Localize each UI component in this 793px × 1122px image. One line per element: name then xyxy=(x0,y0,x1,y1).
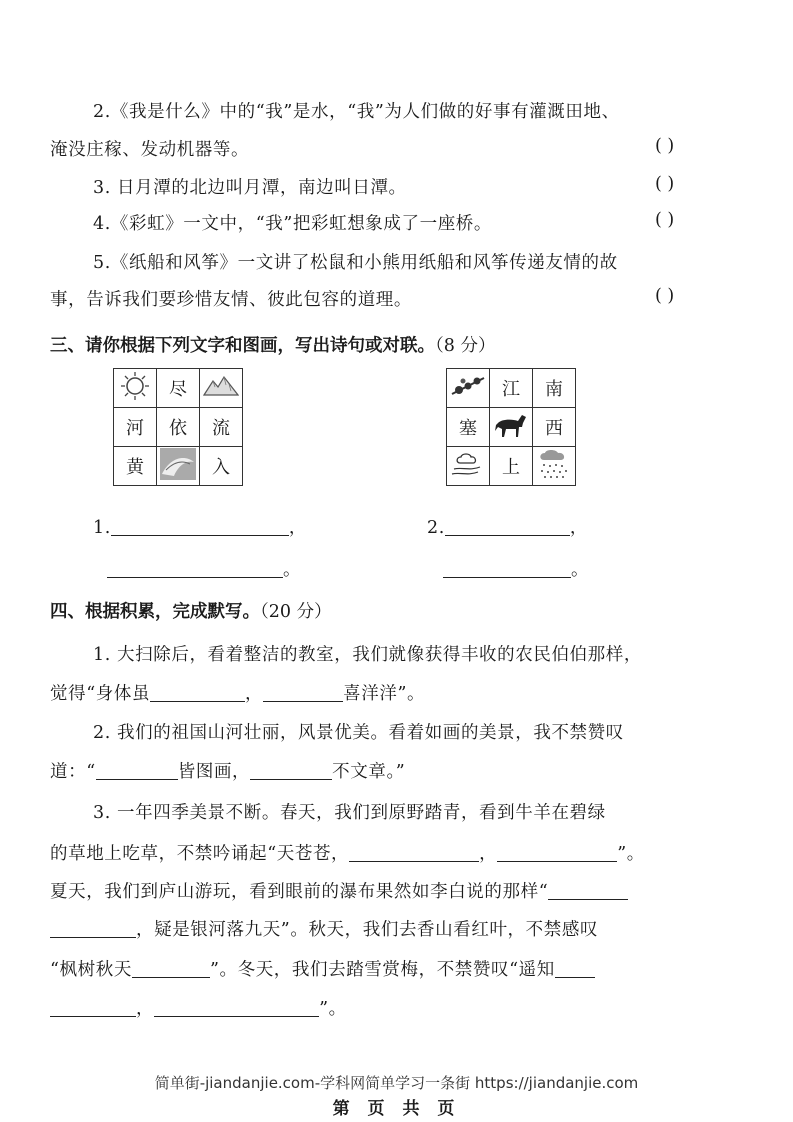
s4-q3-text-e: ，疑是银河落九天”。秋天，我们去香山看红叶，不禁感叹 xyxy=(136,920,599,940)
answer-1-blank-a[interactable] xyxy=(111,521,289,536)
answer-2-period: 。 xyxy=(571,560,590,580)
s4-q3-line5 xyxy=(50,956,595,981)
s4-q1-line1: 1. 大扫除后，看着整洁的教室，我们就像获得丰收的农民伯伯那样， xyxy=(93,645,642,665)
s4-q3-blank-3[interactable] xyxy=(548,885,628,900)
s4-q3-line4 xyxy=(50,916,598,941)
s4-q3-text-b: ， xyxy=(479,844,498,864)
answer-paren-q5[interactable]: ( ) xyxy=(655,286,675,306)
judge-q5-line1: 5.《纸船和风筝》一文讲了松鼠和小熊用纸船和风筝传递友情的故 xyxy=(93,253,618,273)
s4-q3-text-h: ， xyxy=(136,999,155,1019)
s4-q1-blank-1[interactable] xyxy=(150,687,245,702)
s4-q3-line3 xyxy=(50,878,628,903)
horse-icon xyxy=(490,408,533,447)
section3-score: （8 分） xyxy=(435,336,496,356)
judge-q2-line2: 淹没庄稼、发动机器等。 xyxy=(50,140,250,160)
answer-2-line2 xyxy=(443,556,589,581)
s4-q3-line6 xyxy=(50,995,347,1020)
s4-q2-text-c: 不文章。” xyxy=(332,762,406,782)
s4-q1-line2 xyxy=(50,680,425,705)
answer-paren-q2[interactable]: ( ) xyxy=(655,136,675,156)
judge-q4: 4.《彩虹》一文中，“我”把彩虹想象成了一座桥。 xyxy=(93,214,492,234)
answer-1-line2 xyxy=(107,556,301,581)
s4-q2-text-a: 道：“ xyxy=(50,762,96,782)
s4-q3-blank-6[interactable] xyxy=(555,963,595,978)
grid1-cell: 流 xyxy=(200,408,243,447)
answer-1-line1 xyxy=(93,514,307,539)
answer-2-blank-b[interactable] xyxy=(443,563,571,578)
section4-score: （20 分） xyxy=(260,602,332,622)
judge-q5-line2: 事，告诉我们要珍惜友情、彼此包容的道理。 xyxy=(50,290,412,310)
s4-q3-line1: 3. 一年四季美景不断。春天，我们到原野踏青，看到牛羊在碧绿 xyxy=(93,803,606,823)
wave-icon xyxy=(157,447,200,486)
s4-q3-text-d: 夏天，我们到庐山游玩，看到眼前的瀑布果然如李白说的那样“ xyxy=(50,882,549,902)
grid2-cell: 上 xyxy=(490,447,533,486)
mountain-icon xyxy=(200,369,243,408)
answer-1-comma: ， xyxy=(288,518,308,538)
snow-cloud-icon xyxy=(533,447,576,486)
section3-title-text: 三、请你根据下列文字和图画，写出诗句或对联。 xyxy=(50,336,435,356)
grid1-cell: 尽 xyxy=(157,369,200,408)
s4-q2-text-b: 皆图画， xyxy=(177,762,251,782)
s4-q3-text-i: ”。 xyxy=(319,999,347,1019)
s4-q3-blank-4[interactable] xyxy=(50,923,136,938)
s4-q2-blank-1[interactable] xyxy=(96,765,178,780)
s4-q3-blank-8[interactable] xyxy=(154,1002,319,1017)
answer-paren-q4[interactable]: ( ) xyxy=(655,210,675,230)
grid2-cell: 塞 xyxy=(447,408,490,447)
answer-1-blank-b[interactable] xyxy=(107,563,283,578)
section3-title xyxy=(50,332,495,357)
grid1-cell: 河 xyxy=(114,408,157,447)
answer-1-period: 。 xyxy=(283,560,302,580)
picture-grid-1 xyxy=(113,368,243,486)
s4-q2-blank-2[interactable] xyxy=(250,765,332,780)
wind-cloud-icon xyxy=(447,447,490,486)
grid2-cell: 南 xyxy=(533,369,576,408)
s4-q3-blank-1[interactable] xyxy=(349,847,479,862)
grid2-cell: 江 xyxy=(490,369,533,408)
sun-icon xyxy=(114,369,157,408)
answer-2-line1 xyxy=(427,514,588,539)
grid1-cell: 黄 xyxy=(114,447,157,486)
s4-q3-line2 xyxy=(50,840,645,865)
s4-q3-text-f: “枫树秋天 xyxy=(50,960,132,980)
answer-paren-q3[interactable]: ( ) xyxy=(655,174,675,194)
judge-q3: 3. 日月潭的北边叫月潭，南边叫日潭。 xyxy=(93,178,407,198)
grid2-cell: 西 xyxy=(533,408,576,447)
footer-site: 简单街-jiandanjie.com-学科网简单学习一条街 https://jiandanjie.com xyxy=(154,1074,639,1092)
s4-q3-text-a: 的草地上吃草，不禁吟诵起“天苍苍， xyxy=(50,844,350,864)
s4-q3-text-g: ”。冬天，我们去踏雪赏梅，不禁赞叹“遥知 xyxy=(209,960,555,980)
page-number: 第 页 共 页 xyxy=(332,1099,461,1119)
s4-q3-blank-7[interactable] xyxy=(50,1002,136,1017)
grid1-cell: 入 xyxy=(200,447,243,486)
section4-title-text: 四、根据积累，完成默写。 xyxy=(50,602,260,622)
s4-q1-text-a: 觉得“身体虽 xyxy=(50,684,151,704)
answer-2-blank-a[interactable] xyxy=(445,521,570,536)
answer-1-label: 1. xyxy=(93,518,111,538)
s4-q3-blank-2[interactable] xyxy=(497,847,617,862)
s4-q3-text-c: ”。 xyxy=(617,844,645,864)
answer-2-comma: ， xyxy=(569,518,589,538)
judge-q2-line1: 2.《我是什么》中的“我”是水，“我”为人们做的好事有灌溉田地、 xyxy=(93,102,620,122)
s4-q2-line2 xyxy=(50,758,405,783)
grid1-cell: 依 xyxy=(157,408,200,447)
s4-q3-blank-5[interactable] xyxy=(132,963,210,978)
plum-blossom-icon xyxy=(447,369,490,408)
section4-title xyxy=(50,598,332,623)
s4-q1-text-c: 喜洋洋”。 xyxy=(343,684,426,704)
answer-2-label: 2. xyxy=(427,518,445,538)
picture-grid-2 xyxy=(446,368,576,486)
s4-q1-text-b: ， xyxy=(245,684,264,704)
s4-q1-blank-2[interactable] xyxy=(263,687,343,702)
s4-q2-line1: 2. 我们的祖国山河壮丽，风景优美。看着如画的美景，我不禁赞叹 xyxy=(93,723,624,743)
